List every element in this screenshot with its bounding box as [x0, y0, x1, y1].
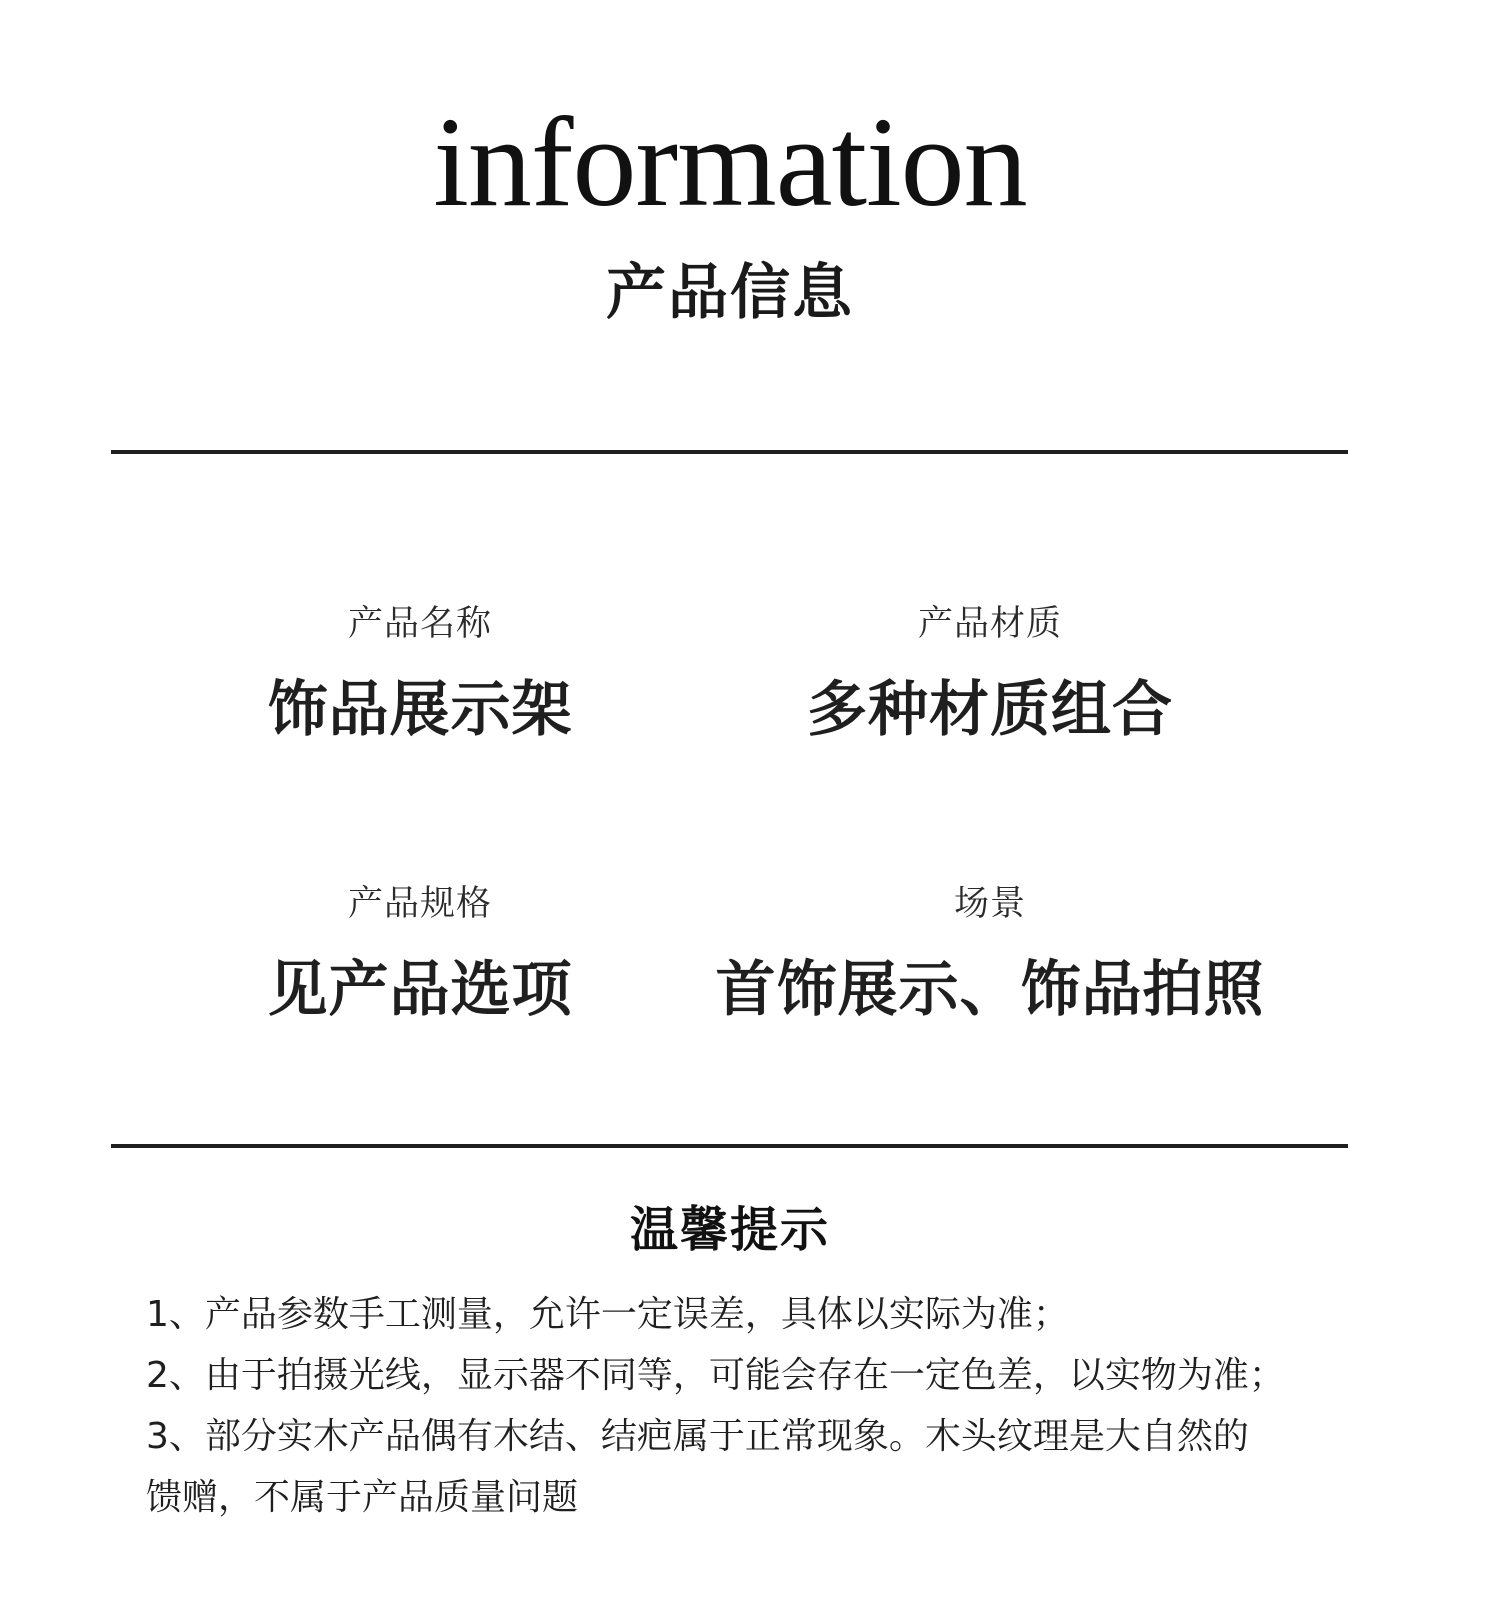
info-scene: [680, 882, 1300, 1026]
tips-line: 1、产品参数手工测量，允许一定误差，具体以实际为准；: [146, 1294, 1069, 1335]
page-title-cn: 产品信息: [606, 258, 854, 328]
divider-top: [111, 450, 1348, 454]
info-label: 产品规格: [347, 884, 492, 924]
info-value: 饰品展示架: [267, 675, 573, 745]
info-label: 产品名称: [347, 604, 492, 644]
info-label: 产品材质: [917, 604, 1062, 644]
page-title-en: information: [433, 91, 1027, 233]
tips-line: 馈赠，不属于产品质量问题: [146, 1477, 579, 1518]
info-product-spec: [110, 882, 730, 1026]
tips-line: 3、部分实木产品偶有木结、结疤属于正常现象。木头纹理是大自然的: [146, 1416, 1249, 1457]
tips-list: [146, 1284, 1376, 1528]
tips-line: 2、由于拍摄光线，显示器不同等，可能会存在一定色差，以实物为准；: [146, 1355, 1285, 1396]
tips-title: 温馨提示: [629, 1202, 830, 1258]
divider-bottom: [111, 1144, 1348, 1148]
info-value: 首饰展示、饰品拍照: [715, 955, 1265, 1025]
info-label: 场景: [953, 884, 1026, 924]
info-value: 见产品选项: [267, 955, 573, 1025]
info-product-name: [110, 602, 730, 746]
info-product-material: [680, 602, 1300, 746]
info-value: 多种材质组合: [807, 675, 1173, 745]
